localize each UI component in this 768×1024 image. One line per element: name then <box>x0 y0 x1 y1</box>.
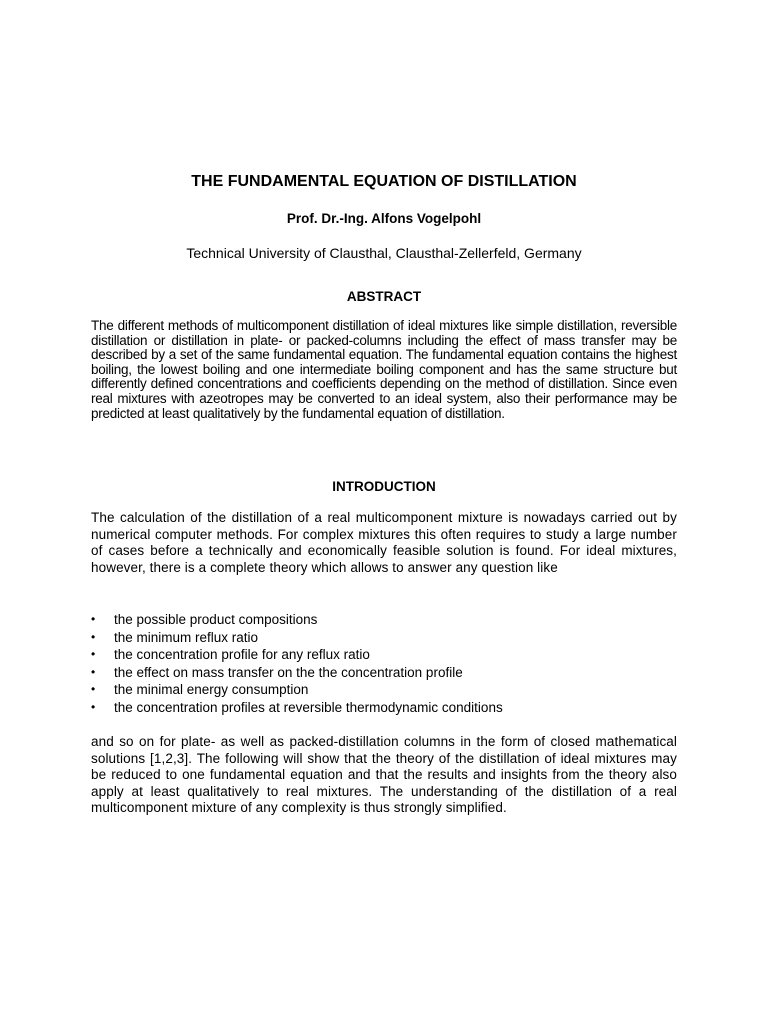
list-item-text: the concentration profile for any reflux ratio <box>114 647 370 663</box>
list-item <box>91 629 677 647</box>
bullet-icon: • <box>91 629 96 644</box>
list-item <box>91 664 677 682</box>
bullet-icon: • <box>91 612 96 626</box>
list-item <box>91 699 677 717</box>
introduction-heading: INTRODUCTION <box>332 479 436 494</box>
paper-title: THE FUNDAMENTAL EQUATION OF DISTILLATION <box>191 173 577 190</box>
list-item-text: the concentration profiles at reversible thermodynamic conditions <box>114 699 503 715</box>
abstract-heading: ABSTRACT <box>346 289 422 304</box>
introduction-paragraph-1: The calculation of the distillation of a real multicomponent mixture is nowadays carried out by numerical computer methods. For complex mixtures this often requires to study a large number of cases before a technically and economically feasible solution is found. For ideal mixtures, however, there is a complete theory which allows to answer any question like <box>91 510 677 575</box>
list-item-text: the minimum reflux ratio <box>114 629 259 645</box>
abstract-paragraph: The different methods of multicomponent distillation of ideal mixtures like simple distillation, reversible distillation or distillation in plate- or packed-columns including the effect of mass transfer may be described by a set of the same fundamental equation. The fundamental equation contains the highest boiling, the lowest boiling and one intermediate boiling component and has the same structure but differently defined concentrations and coefficients depending on the method of distillation. Since even real mixtures with azeotropes may be converted to an ideal system, also their performance may be predicted at least qualitatively by the fundamental equation of distillation. <box>91 318 677 421</box>
list-item-text: the minimal energy consumption <box>114 682 309 698</box>
author-name: Prof. Dr.-Ing. Alfons Vogelpohl <box>286 211 482 226</box>
introduction-paragraph-2: and so on for plate- as well as packed-distillation columns in the form of closed mathematical solutions [1,2,3]. The following will show that the theory of the distillation of ideal mixtures may be reduced to one fundamental equation and that the results and insights from the theory also apply at least qualitatively to real mixtures. The understanding of the distillation of a real multicomponent mixture of any complexity is thus strongly simplified. <box>91 734 677 816</box>
question-bullet-list <box>91 611 677 717</box>
bullet-icon: • <box>91 647 96 662</box>
list-item <box>91 611 677 629</box>
list-item-text: the effect on mass transfer on the the concentration profile <box>114 664 463 680</box>
bullet-icon: • <box>91 682 96 697</box>
author-affiliation: Technical University of Clausthal, Clausthal-Zellerfeld, Germany <box>186 245 582 261</box>
list-item <box>91 681 677 699</box>
bullet-icon: • <box>91 664 96 679</box>
bullet-icon: • <box>91 699 96 714</box>
list-item-text: the possible product compositions <box>114 612 318 627</box>
list-item <box>91 646 677 664</box>
